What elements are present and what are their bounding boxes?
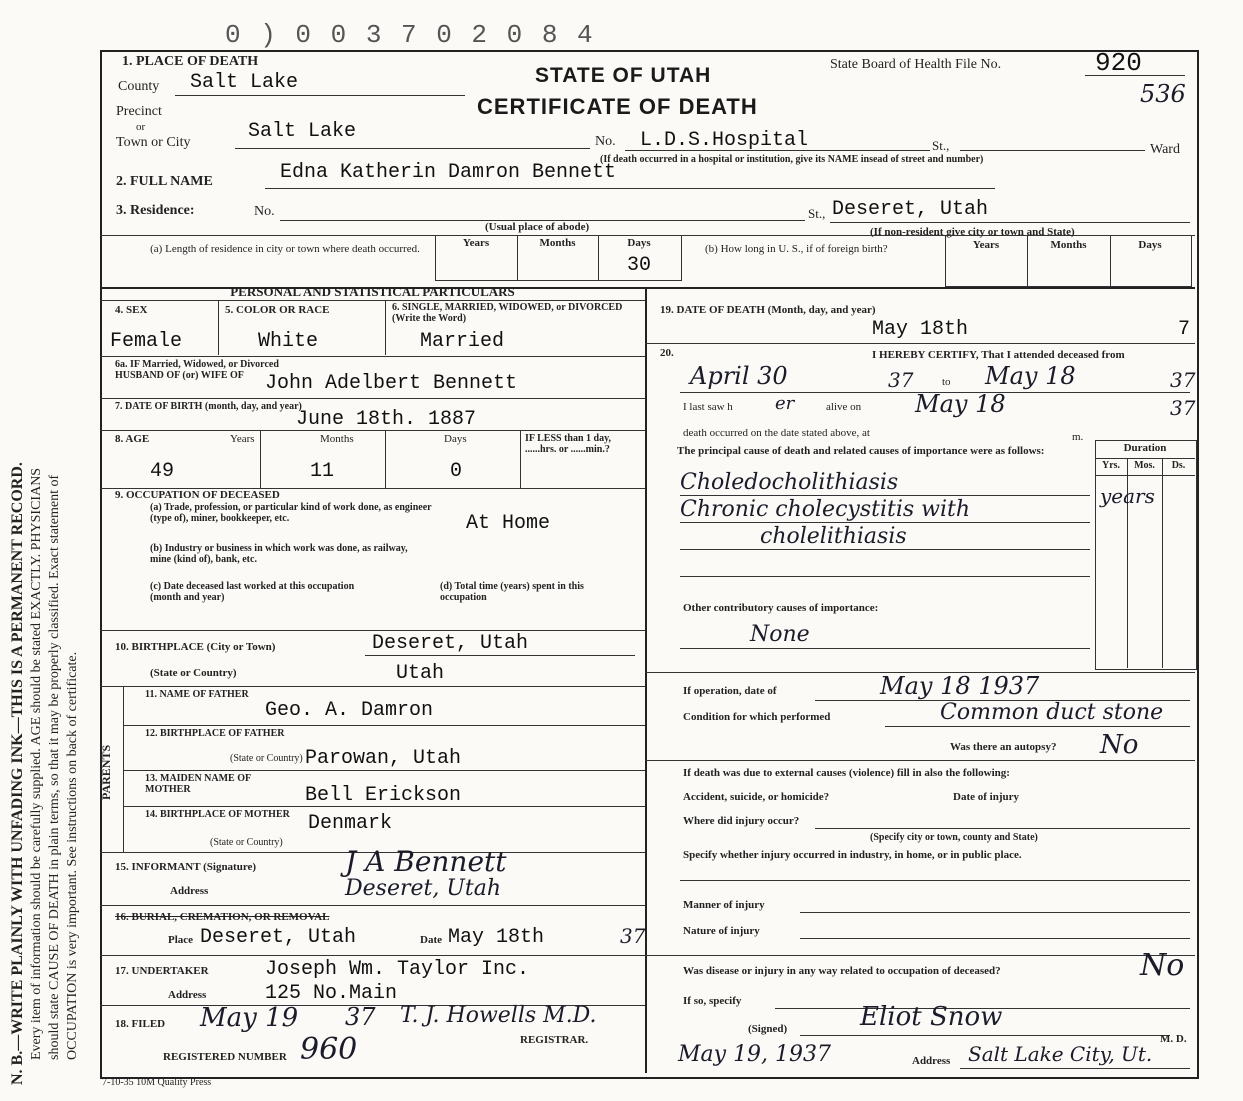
- father-value: Geo. A. Damron: [265, 699, 434, 722]
- cert-address-value: Salt Lake City, Ut.: [968, 1042, 1153, 1066]
- color-value: White: [258, 330, 319, 353]
- place-of-death-label: 1. PLACE OF DEATH: [122, 54, 259, 69]
- other-causes-value: None: [750, 622, 810, 647]
- full-name-value: Edna Katherin Damron Bennett: [280, 161, 617, 184]
- res-days-value: 30: [626, 254, 651, 277]
- cert-address-label: Address: [912, 1055, 951, 1067]
- mother-bp-label: 14. BIRTHPLACE OF MOTHER: [145, 809, 290, 820]
- side-note-1: N. B.—WRITE PLAINLY WITH UNFADING INK—THIS IS A PERMANENT RECORD.: [9, 462, 26, 1085]
- mother-label: 13. MAIDEN NAME OF MOTHER: [145, 773, 251, 795]
- occ-b-label: (b) Industry or business in which work was done, as railway, mine (kind of), bank, etc.: [150, 543, 408, 565]
- filed-label: 18. FILED: [115, 1018, 166, 1030]
- title-state: STATE OF UTAH: [535, 64, 712, 87]
- if-less-label: IF LESS than 1 day, ......hrs. or ......min.?: [525, 433, 612, 455]
- residence-label: 3. Residence:: [116, 203, 195, 218]
- cert-20-label: 20.: [660, 347, 674, 359]
- birthplace-label: 10. BIRTHPLACE (City or Town): [115, 641, 276, 653]
- burial-place-label: Place: [168, 934, 194, 946]
- dob-label: 7. DATE OF BIRTH (month, day, and year): [115, 401, 302, 412]
- attended-to-yr: 37: [1170, 368, 1196, 392]
- usual-abode-note: (Usual place of abode): [485, 221, 590, 233]
- external-label: If death was due to external causes (violence) fill in also the following:: [683, 767, 1010, 779]
- accident-label: Accident, suicide, or homicide?: [683, 791, 830, 803]
- last-saw-label: I last saw h: [683, 401, 733, 413]
- certify-label: I HEREBY CERTIFY, That I attended deceased from: [872, 349, 1125, 361]
- age-months-value: 11: [310, 460, 335, 483]
- or-label: or: [136, 121, 146, 133]
- father-bp-label: 12. BIRTHPLACE OF FATHER: [145, 728, 285, 739]
- age-days-label: Days: [444, 433, 467, 445]
- burial-label: 16. BURIAL, CREMATION, OR REMOVAL: [115, 911, 330, 923]
- last-saw-yr: 37: [1170, 396, 1196, 420]
- duration-yrs-label: Yrs.: [1101, 460, 1121, 471]
- spouse-value: John Adelbert Bennett: [265, 372, 518, 395]
- days-label: Days: [627, 237, 651, 249]
- filed-year-value: 37: [345, 1003, 376, 1031]
- last-saw-date: May 18: [915, 390, 1006, 418]
- nature-label: Nature of injury: [683, 925, 760, 937]
- age-years-value: 49: [150, 460, 175, 483]
- if-so-label: If so, specify: [683, 995, 742, 1007]
- specify-industry-label: Specify whether injury occurred in industry, in home, or in public place.: [683, 849, 1022, 861]
- related-occ-label: Was disease or injury in any way related to occupation of deceased?: [683, 965, 1001, 977]
- cause-1-value: Choledocholithiasis: [680, 470, 899, 495]
- autopsy-value: No: [1100, 730, 1139, 760]
- side-note-2: Every item of information should be carefully supplied. AGE should be stated EXACTLY. PHYSICIANS: [29, 467, 44, 1060]
- signed-date-value: May 19, 1937: [678, 1042, 832, 1067]
- parents-label: PARENTS: [99, 744, 113, 800]
- full-name-label: 2. FULL NAME: [116, 174, 213, 189]
- age-years-label: Years: [230, 433, 255, 445]
- hospital-note: (If death occurred in a hospital or institution, give its NAME insead of street and number): [600, 154, 984, 165]
- us-days-label: Days: [1138, 239, 1162, 251]
- father-label: 11. NAME OF FATHER: [145, 689, 249, 700]
- manner-label: Manner of injury: [683, 899, 765, 911]
- duration-label: Duration: [1123, 442, 1167, 454]
- date-of-death-label: 19. DATE OF DEATH (Month, day, and year): [660, 304, 876, 316]
- mother-bp-state: (State or Country): [210, 837, 283, 848]
- burial-place-value: Deseret, Utah: [200, 926, 357, 949]
- birthplace-city-value: Deseret, Utah: [372, 632, 529, 655]
- attended-from-yr: 37: [888, 368, 914, 392]
- condition-label: Condition for which performed: [683, 711, 831, 723]
- cause-duration-value: years: [1100, 484, 1155, 508]
- state-country-label: (State or Country): [150, 667, 237, 679]
- date-injury-label: Date of injury: [953, 791, 1019, 803]
- us-years-label: Years: [972, 239, 1000, 251]
- file-no: 920: [1095, 48, 1142, 78]
- duration-days-label: Ds.: [1171, 460, 1186, 471]
- sex-value: Female: [110, 330, 183, 353]
- registrar-label: REGISTRAR.: [520, 1034, 589, 1046]
- undertaker-address-value: 125 No.Main: [265, 982, 398, 1005]
- marital-value: Married: [420, 330, 505, 353]
- burial-year-value: 37: [620, 924, 646, 948]
- cause-3-value: cholelithiasis: [760, 524, 907, 549]
- age-days-value: 0: [450, 460, 463, 483]
- burial-date-label: Date: [420, 934, 442, 946]
- file-no-handwritten: 536: [1140, 80, 1186, 108]
- occupation-value: At Home: [466, 512, 551, 535]
- burial-date-value: May 18th: [448, 926, 545, 949]
- where-injury-label: Where did injury occur?: [683, 815, 800, 827]
- reg-number-label: REGISTERED NUMBER: [163, 1051, 287, 1063]
- to-label: to: [942, 376, 951, 388]
- reg-number-value: 960: [300, 1032, 358, 1067]
- father-bp-state: (State or Country): [230, 753, 303, 764]
- file-no-label: State Board of Health File No.: [830, 57, 1002, 72]
- spouse-label: 6a. IF Married, Widowed, or Divorced HUSBAND OF (or) WIFE OF: [115, 359, 279, 381]
- dob-value: June 18th. 1887: [296, 408, 477, 431]
- side-note-4: OCCUPATION is very important. See instructions on back of certificate.: [65, 651, 80, 1060]
- registrar-signature: T. J. Howells M.D.: [400, 1003, 597, 1028]
- mother-value: Bell Erickson: [305, 784, 462, 807]
- condition-value: Common duct stone: [940, 700, 1164, 725]
- printer-note: 7-10-35 10M Quality Press: [102, 1077, 212, 1088]
- other-causes-label: Other contributory causes of importance:: [683, 602, 879, 614]
- us-months-label: Months: [1050, 239, 1087, 251]
- autopsy-label: Was there an autopsy?: [950, 741, 1057, 753]
- md-label: M. D.: [1160, 1033, 1187, 1045]
- last-saw-pronoun: er: [775, 393, 795, 414]
- residence-st-label: St.,: [808, 206, 826, 221]
- years-label: Years: [462, 237, 490, 249]
- attended-to-value: May 18: [985, 362, 1076, 390]
- hospital-value: L.D.S.Hospital: [640, 129, 809, 152]
- occ-a-label: (a) Trade, profession, or particular kind of work done, as engineer (type of), miner, bookkeeper, etc.: [150, 502, 432, 524]
- specify-city-note: (Specify city or town, county and State): [870, 832, 1038, 843]
- date-of-death-value: May 18th: [872, 318, 969, 341]
- occ-d-label: (d) Total time (years) spent in this occupation: [440, 581, 584, 603]
- occ-c-label: (c) Date deceased last worked at this occupation (month and year): [150, 581, 355, 603]
- age-label: 8. AGE: [115, 433, 150, 445]
- nonresident-note: (If non-resident give city or town and State): [870, 226, 1075, 238]
- undertaker-address-label: Address: [168, 989, 207, 1001]
- county-value: Salt Lake: [190, 71, 299, 94]
- town-city-value: Salt Lake: [248, 120, 357, 143]
- informant-address-label: Address: [170, 885, 209, 897]
- st-label: St.,: [932, 138, 950, 153]
- marital-label: 6. SINGLE, MARRIED, WIDOWED, or DIVORCED (Write the Word): [392, 302, 623, 324]
- informant-label: 15. INFORMANT (Signature): [115, 861, 257, 873]
- alive-on-label: alive on: [826, 401, 862, 413]
- principal-cause-label: The principal cause of death and related causes of importance were as follows:: [677, 445, 1045, 457]
- undertaker-label: 17. UNDERTAKER: [115, 965, 209, 977]
- death-year-value: 7: [1178, 318, 1191, 341]
- precinct-label: Precinct: [116, 104, 162, 119]
- death-occurred-label: death occurred on the date stated above, at: [683, 427, 870, 439]
- town-city-label: Town or City: [116, 135, 191, 150]
- informant-address: Deseret, Utah: [345, 876, 501, 901]
- color-label: 5. COLOR OR RACE: [225, 304, 330, 316]
- m-label: m.: [1072, 431, 1084, 443]
- physician-signature: Eliot Snow: [860, 1002, 1003, 1032]
- sex-label: 4. SEX: [115, 304, 148, 316]
- cause-2-value: Chronic cholecystitis with: [680, 497, 971, 522]
- length-res-label: (a) Length of residence in city or town where death occurred.: [150, 243, 420, 255]
- mother-bp-value: Denmark: [308, 812, 393, 835]
- birthplace-state-value: Utah: [396, 662, 445, 685]
- how-long-us-label: (b) How long in U. S., if of foreign birth?: [705, 243, 888, 255]
- residence-value: Deseret, Utah: [832, 198, 989, 221]
- undertaker-value: Joseph Wm. Taylor Inc.: [265, 958, 530, 981]
- months-label: Months: [539, 237, 576, 249]
- ward-label: Ward: [1150, 142, 1180, 157]
- county-label: County: [118, 79, 160, 94]
- duration-mos-label: Mos.: [1134, 460, 1155, 471]
- operation-date-value: May 18 1937: [880, 672, 1040, 700]
- personal-header: PERSONAL AND STATISTICAL PARTICULARS: [230, 284, 515, 299]
- filed-date-value: May 19: [200, 1003, 299, 1033]
- residence-no-label: No.: [254, 204, 275, 219]
- age-months-label: Months: [320, 433, 354, 445]
- title-certificate: CERTIFICATE OF DEATH: [477, 94, 758, 119]
- side-note-3: should state CAUSE OF DEATH in plain terms, so that it may be properly classified. Exact statement of: [47, 474, 62, 1060]
- informant-signature: J A Bennett: [345, 845, 507, 878]
- operation-label: If operation, date of: [683, 685, 777, 697]
- attended-from-value: April 30: [690, 362, 788, 390]
- related-occ-value: No: [1140, 948, 1185, 983]
- signed-label: (Signed): [748, 1023, 788, 1035]
- serial-number: 0 ) 0 0 3 7 0 2 0 8 4: [225, 20, 595, 50]
- occupation-label: 9. OCCUPATION OF DECEASED: [115, 489, 280, 501]
- father-bp-value: Parowan, Utah: [305, 747, 462, 770]
- no-label: No.: [595, 134, 616, 149]
